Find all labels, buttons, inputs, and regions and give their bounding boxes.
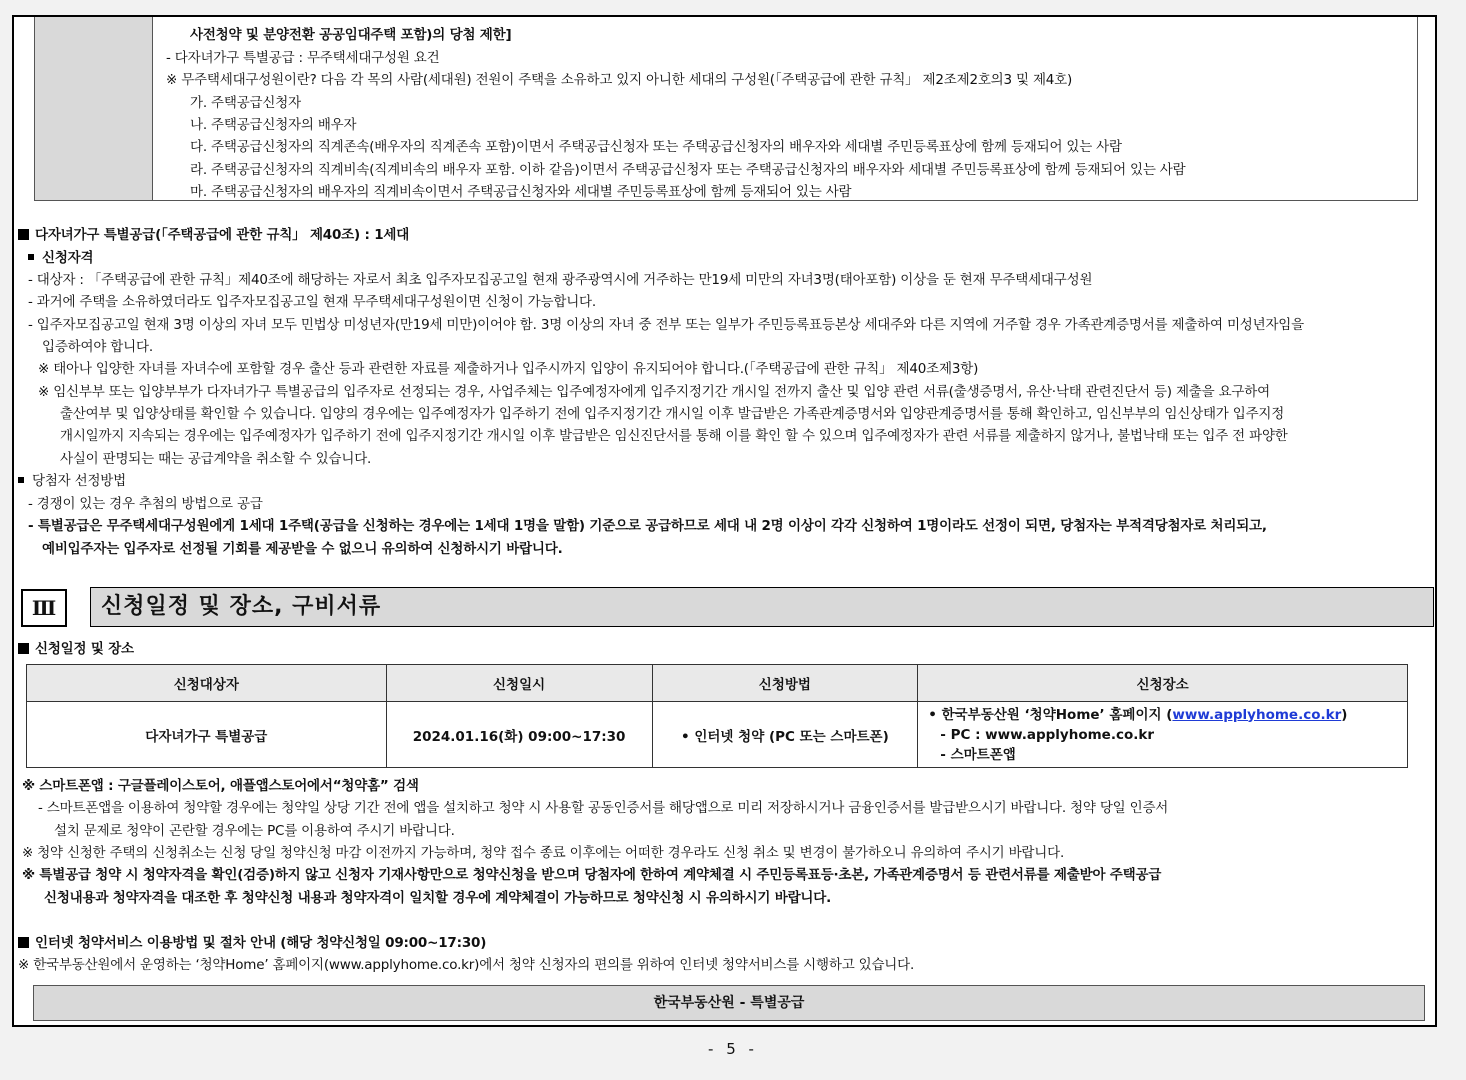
top-box-line: 사전청약 및 분양전환 공공임대주택 포함)의 당첨 제한] — [190, 27, 512, 43]
table-header: 신청방법 — [652, 665, 918, 702]
note-line: ※ 한국부동산원에서 운영하는 ‘청약Home’ 홈페이지(www.applyhome.co.kr)에서 청약 신청자의 편의를 위하여 인터넷 청약서비스를 시행하고 있습니다. — [18, 957, 915, 973]
body-line: - 과거에 주택을 소유하였더라도 입주자모집공고일 현재 무주택세대구성원이면 신청이 가능합니다. — [28, 294, 596, 310]
place-line: - PC : www.applyhome.co.kr — [940, 726, 1154, 743]
body-line: 입증하여야 합니다. — [42, 339, 153, 355]
note-line: ※ 특별공급 청약 시 청약자격을 확인(검증)하지 않고 신청자 기재사항만으로 청약신청을 받으며 당첨자에 한하여 계약체결 시 주민등록표등·초본, 가족관계증명서 등 관련서류를 제출받아 주택공급 — [22, 867, 1162, 883]
body-line: 사실이 판명되는 때는 공급계약을 취소할 수 있습니다. — [60, 451, 372, 467]
body-line: - 경쟁이 있는 경우 추첨의 방법으로 공급 — [28, 496, 263, 512]
schedule-table — [26, 664, 1408, 768]
square-bullet-icon — [18, 937, 29, 948]
body-line: 출산여부 및 입양상태를 확인할 수 있습니다. 입양의 경우에는 입주예정자가 입주하기 전에 입주지정기간 개시일 이후 발급받은 가족관계증명서와 입양관계증명서를 통해 확인하고, 임신부부의 임신상태가 입주지정 — [60, 406, 1285, 422]
body-line: - 입주자모집공고일 현재 3명 이상의 자녀 모두 민법상 미성년자(만19세 미만)이어야 함. 3명 이상의 자녀 중 전부 또는 일부가 주민등록표등본상 세대주와 다른 지역에 거주할 경우 가족관계증명서를 제출하여 미성년자임을 — [28, 317, 1304, 333]
square-bullet-icon — [18, 229, 29, 240]
subsection-heading: 당첨자 선정방법 — [18, 469, 126, 489]
section-number: Ⅲ — [21, 589, 67, 627]
note-line: ※ 스마트폰앱 : 구글플레이스토어, 애플앱스토어에서“청약홈” 검색 — [22, 778, 419, 794]
top-box-line: 가. 주택공급신청자 — [190, 95, 301, 111]
note-line: 신청내용과 청약자격을 대조한 후 청약신청 내용과 청약자격이 일치할 경우에 계약체결이 가능하므로 청약신청 시 유의하시기 바랍니다. — [44, 890, 832, 906]
table-header: 신청일시 — [386, 665, 652, 702]
table-header: 신청대상자 — [27, 665, 387, 702]
applyhome-link[interactable]: www.applyhome.co.kr — [1172, 706, 1342, 723]
square-bullet-icon — [18, 643, 29, 654]
body-line: - 대상자 : 「주택공급에 관한 규칙」제40조에 해당하는 자로서 최초 입주자모집공고일 현재 광주광역시에 거주하는 만19세 미만의 자녀3명(태아포함) 이상을 둔 현재 무주택세대구성원 — [28, 272, 1093, 288]
page-number: - 5 - — [708, 1040, 758, 1058]
note-line: - 스마트폰앱을 이용하여 청약할 경우에는 청약일 상당 기간 전에 앱을 설치하고 청약 시 사용할 공동인증서를 해당앱으로 미리 저장하시거나 금융인증서를 발급받으시기 바랍니다. 청약 당일 인증서 — [38, 800, 1169, 816]
small-square-bullet-icon — [18, 477, 24, 483]
table-header-row — [27, 665, 1408, 702]
note-line: ※ 청약 신청한 주택의 신청취소는 신청 당일 청약신청 마감 이전까지 가능하며, 청약 접수 종료 이후에는 어떠한 경우라도 신청 취소 및 변경이 불가하오니 유의하여 주시기 바랍니다. — [22, 845, 1065, 861]
top-box-line: 나. 주택공급신청자의 배우자 — [190, 117, 357, 133]
top-box-line: 마. 주택공급신청자의 배우자의 직계비속이면서 주택공급신청자와 세대별 주민등록표상에 함께 등재되어 있는 사람 — [190, 184, 852, 200]
body-line: 개시일까지 지속되는 경우에는 입주예정자가 입주하기 전에 입주지정기간 개시일 이후 발급받은 임신진단서를 통해 이를 확인 할 수 있으며 입주예정자가 관련 서류를 제출하지 않거나, 불법낙태 또는 입주 전 파양한 — [60, 428, 1288, 444]
section-heading: 신청일정 및 장소 — [18, 637, 134, 657]
footer-bar: 한국부동산원 - 특별공급 — [33, 985, 1425, 1021]
table-cell-target: 다자녀가구 특별공급 — [27, 702, 387, 768]
body-line: - 특별공급은 무주택세대구성원에게 1세대 1주택(공급을 신청하는 경우에는 1세대 1명을 말함) 기준으로 공급하므로 세대 내 2명 이상이 각각 신청하여 1명이라도 선정이 되면, 당첨자는 부적격당첨자로 처리되고, — [28, 518, 1267, 534]
top-box-line: 라. 주택공급신청자의 직계비속(직계비속의 배우자 포함. 이하 같음)이면서 주택공급신청자 또는 주택공급신청자의 배우자와 세대별 주민등록표상에 함께 등재되어 있는 사람 — [190, 162, 1186, 178]
place-line: • 한국부동산원 ‘청약Home’ 홈페이지 (www.applyhome.co.kr) — [928, 706, 1348, 723]
table-cell-method: • 인터넷 청약 (PC 또는 스마트폰) — [652, 702, 918, 768]
section-heading: 다자녀가구 특별공급(「주택공급에 관한 규칙」 제40조) : 1세대 — [18, 223, 409, 243]
place-line: - 스마트폰앱 — [940, 746, 1016, 763]
section-heading: 인터넷 청약서비스 이용방법 및 절차 안내 (해당 청약신청일 09:00~17:30) — [18, 931, 486, 951]
table-cell-datetime: 2024.01.16(화) 09:00~17:30 — [386, 702, 652, 768]
top-box-line: - 다자녀가구 특별공급 : 무주택세대구성원 요건 — [166, 50, 440, 66]
small-square-bullet-icon — [28, 254, 34, 260]
section-title: 신청일정 및 장소, 구비서류 — [90, 587, 1434, 627]
table-row — [27, 702, 1408, 768]
note-line: 설치 문제로 청약이 곤란할 경우에는 PC를 이용하여 주시기 바랍니다. — [54, 823, 455, 839]
body-line: ※ 임신부부 또는 입양부부가 다자녀가구 특별공급의 입주자로 선정되는 경우, 사업주체는 입주예정자에게 입주지정기간 개시일 전까지 출산 및 입양 관련 서류(출생증명서, 유산·낙태 관련진단서 등) 제출을 요구하여 — [38, 384, 1270, 400]
top-box-line: 다. 주택공급신청자의 직계존속(배우자의 직계존속 포함)이면서 주택공급신청자 또는 주택공급신청자의 배우자와 세대별 주민등록표상에 함께 등재되어 있는 사람 — [190, 139, 1122, 155]
top-box-line: ※ 무주택세대구성원이란? 다음 각 목의 사람(세대원) 전원이 주택을 소유하고 있지 아니한 세대의 구성원(「주택공급에 관한 규칙」 제2조제2호의3 및 제4호) — [166, 72, 1073, 88]
table-cell-place — [918, 702, 1408, 768]
body-line: 예비입주자는 입주자로 선정될 기회를 제공받을 수 없으니 유의하여 신청하시기 바랍니다. — [42, 541, 563, 557]
table-header: 신청장소 — [918, 665, 1408, 702]
body-line: ※ 태아나 입양한 자녀를 자녀수에 포함할 경우 출산 등과 관련한 자료를 제출하거나 입주시까지 입양이 유지되어야 합니다.(「주택공급에 관한 규칙」 제40조제3항) — [38, 361, 979, 377]
document-page — [12, 15, 1437, 1027]
subsection-heading: 신청자격 — [28, 246, 93, 266]
top-box-label-cell — [35, 17, 153, 200]
